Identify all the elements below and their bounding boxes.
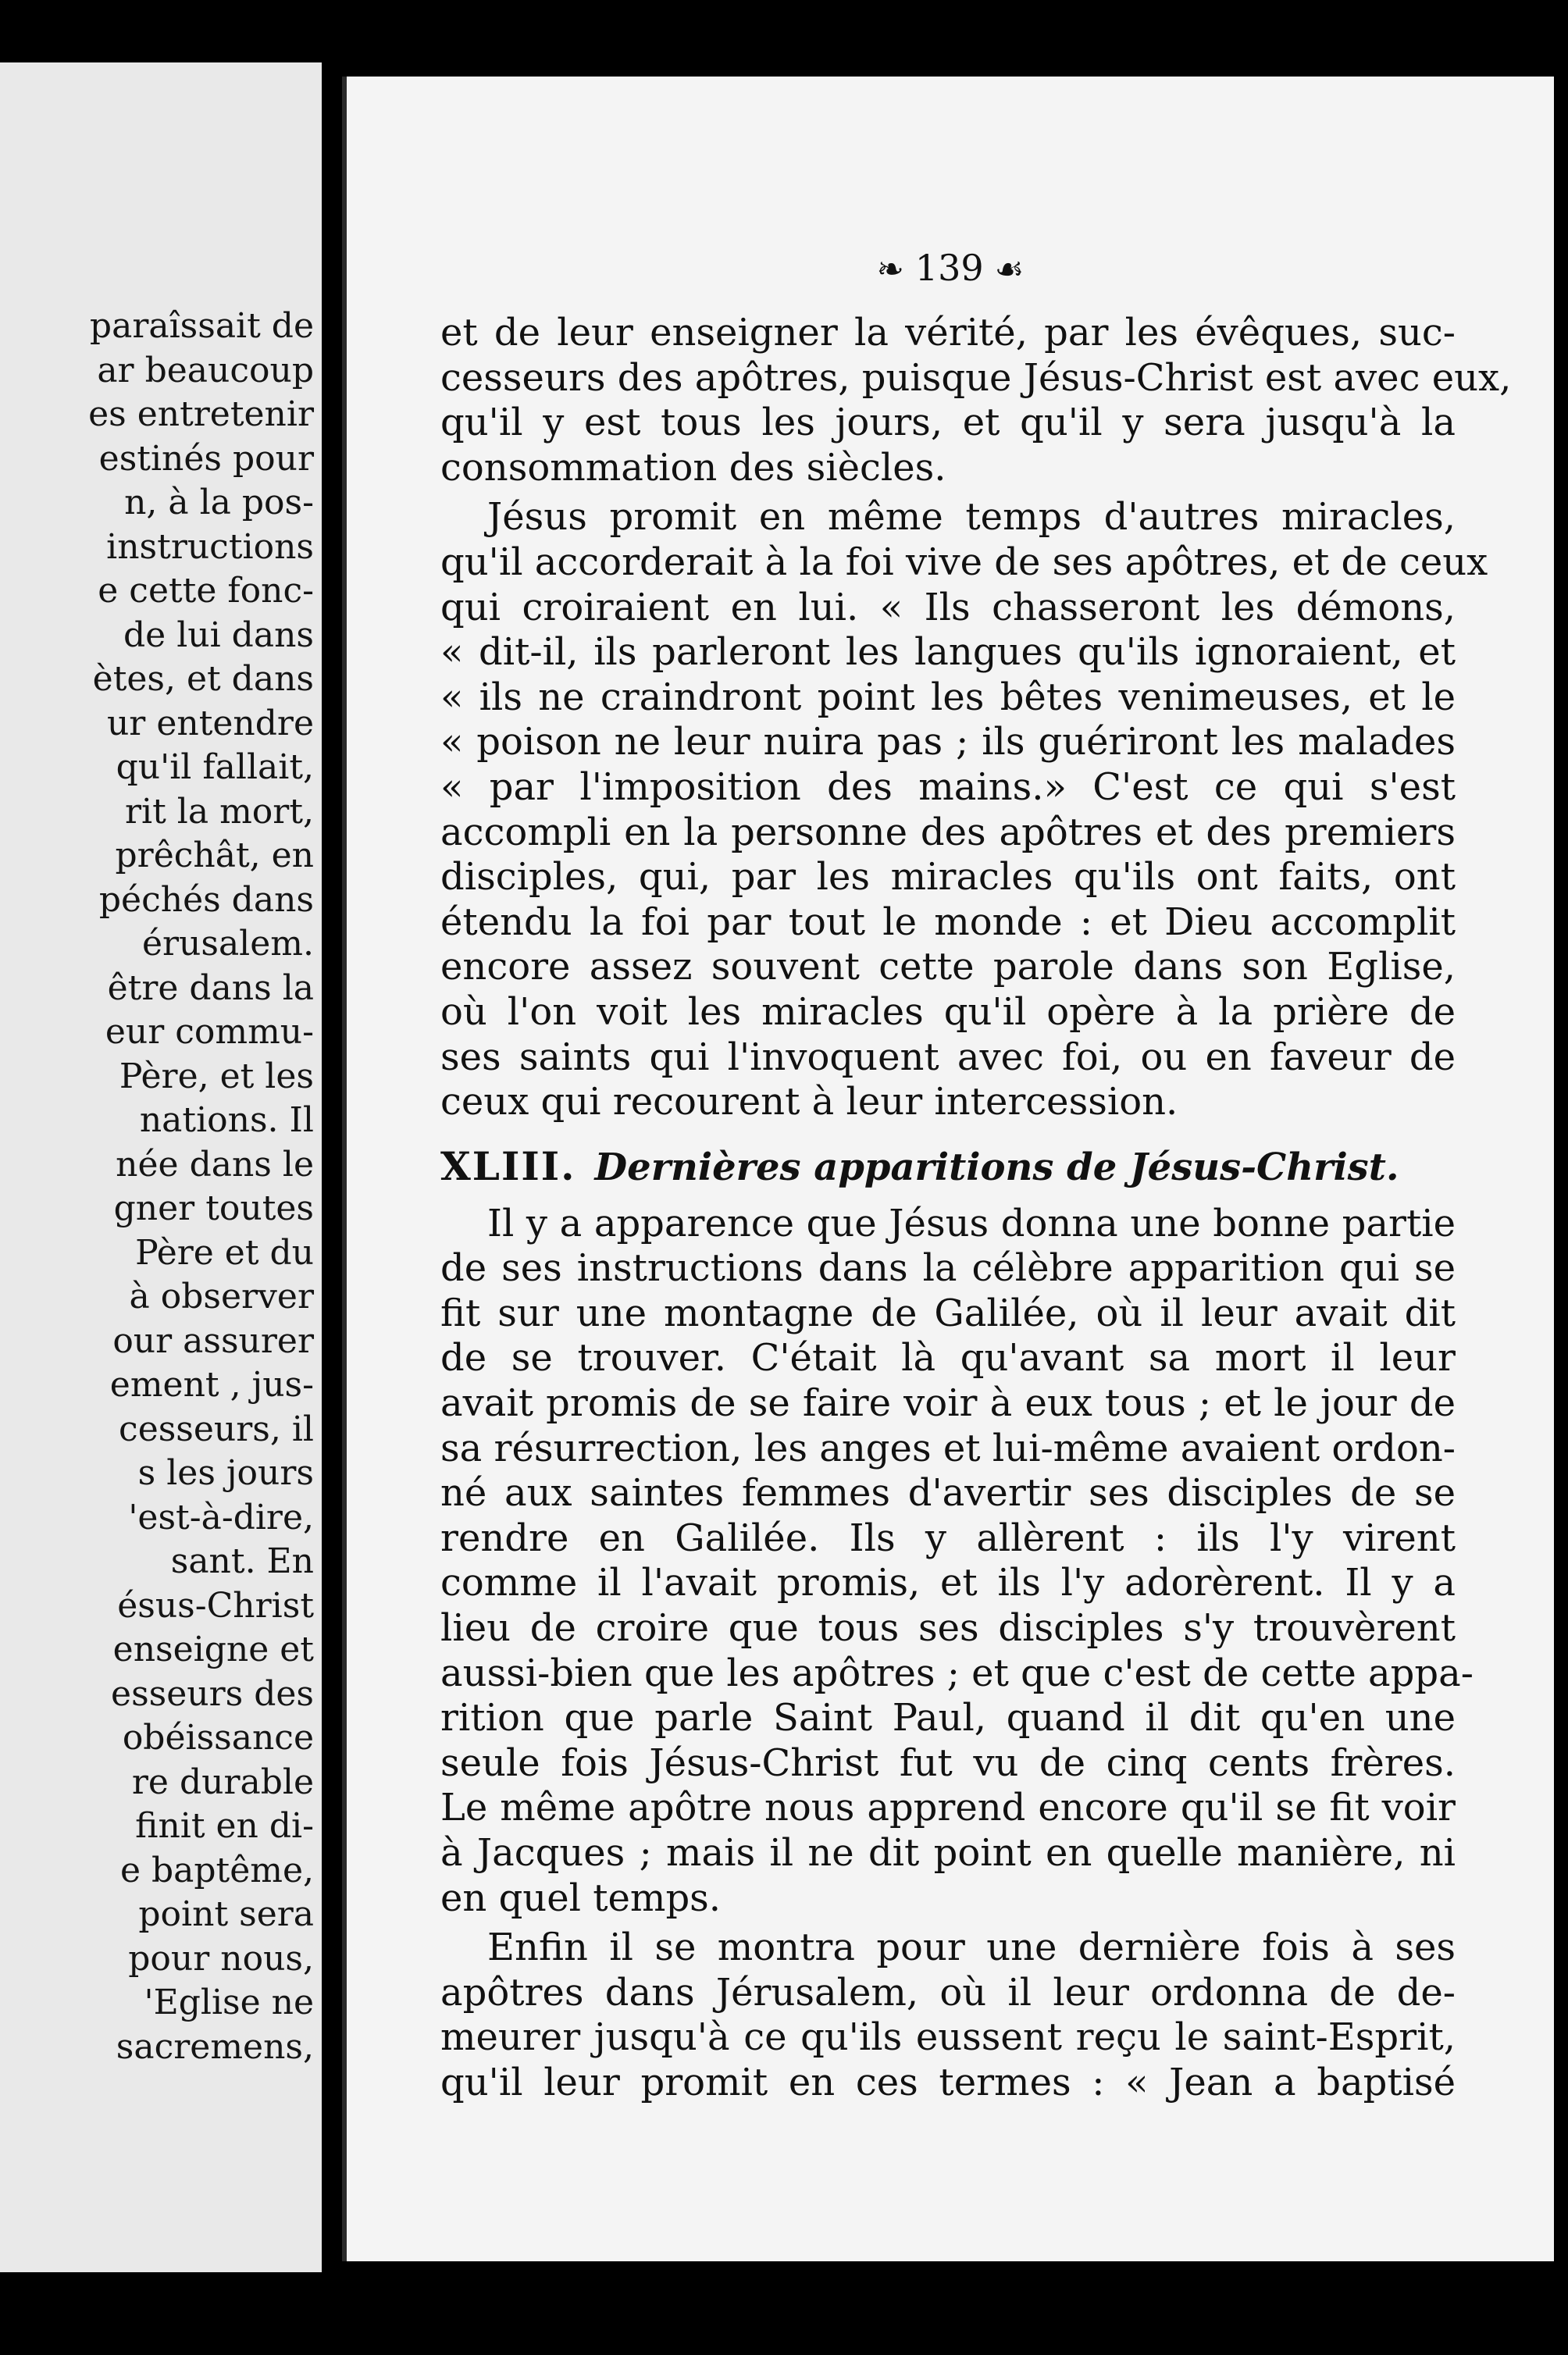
ornament-left-icon: ❧ bbox=[876, 250, 904, 288]
left-page-line: à observer bbox=[129, 1277, 314, 1316]
left-page-line: érusalem. bbox=[141, 924, 314, 964]
left-page-line: ur entendre bbox=[106, 703, 314, 743]
text-line: qui croiraient en lui. « Ils chasseront les démons, bbox=[440, 585, 1456, 629]
book-gutter bbox=[322, 0, 340, 2355]
text-line: qu'il accorderait à la foi vive de ses apôtres, et de ceux bbox=[440, 540, 1488, 584]
paragraph-1 bbox=[440, 311, 1512, 490]
left-page-line: Père, et les bbox=[119, 1056, 314, 1096]
left-page-line: estinés pour bbox=[98, 438, 314, 479]
left-page-line: ar beaucoup bbox=[97, 350, 314, 390]
text-line: « poison ne leur nuira pas ; ils guériront les malades bbox=[440, 720, 1456, 764]
left-page-line: ement , jus- bbox=[109, 1365, 314, 1405]
main-text bbox=[440, 311, 1512, 2106]
left-page-line: obéissance bbox=[122, 1718, 314, 1758]
text-line: rition que parle Saint Paul, quand il dit qu'en une bbox=[440, 1696, 1456, 1740]
ornament-right-icon: ☙ bbox=[994, 250, 1025, 288]
left-page-line: n, à la pos- bbox=[124, 483, 314, 522]
left-page-line: instructions bbox=[106, 526, 314, 567]
section-title: Dernières apparitions de Jésus-Christ. bbox=[594, 1145, 1399, 1189]
left-page-line: es entretenir bbox=[88, 394, 314, 434]
left-page-line: enseigne et bbox=[112, 1630, 314, 1669]
left-page-line: e cette fonc- bbox=[98, 571, 314, 611]
text-line: Jésus promit en même temps d'autres miracles, bbox=[487, 495, 1456, 540]
left-page-line: eur commu- bbox=[105, 1012, 314, 1052]
left-page-line: e baptême, bbox=[119, 1850, 314, 1890]
left-page-line: re durable bbox=[131, 1762, 314, 1802]
left-page-line: 'est-à-dire, bbox=[128, 1497, 314, 1537]
running-head bbox=[347, 247, 1554, 289]
left-page bbox=[0, 62, 322, 2272]
text-line: en quel temps. bbox=[440, 1876, 722, 1920]
right-page bbox=[342, 77, 1554, 2261]
left-page-line: nations. Il bbox=[139, 1100, 314, 1140]
left-page-line: née dans le bbox=[116, 1144, 314, 1185]
left-page-line: 'Eglise ne bbox=[144, 1983, 314, 2022]
text-line: ceux qui recourent à leur intercession. bbox=[440, 1080, 1178, 1124]
left-page-line: paraîssait de bbox=[89, 306, 314, 346]
left-page-line: ésus-Christ bbox=[117, 1585, 314, 1626]
left-page-line: péchés dans bbox=[98, 879, 314, 920]
text-line: ses saints qui l'invoquent avec foi, ou en faveur de bbox=[440, 1035, 1456, 1079]
paragraph-3 bbox=[440, 1201, 1474, 1922]
text-line: où l'on voit les miracles qu'il opère à la prière de bbox=[440, 989, 1456, 1034]
text-line: et de leur enseigner la vérité, par les évêques, suc- bbox=[440, 311, 1456, 354]
text-line: fit sur une montagne de Galilée, où il leur avait dit bbox=[440, 1291, 1456, 1335]
left-page-line: ètes, et dans bbox=[92, 659, 314, 699]
left-page-text bbox=[88, 305, 314, 2069]
text-line: sa résurrection, les anges et lui-même avaient ordon- bbox=[440, 1426, 1456, 1470]
text-line: cesseurs des apôtres, puisque Jésus-Christ est avec eux, bbox=[440, 355, 1512, 400]
text-line: encore assez souvent cette parole dans son Eglise, bbox=[440, 945, 1456, 989]
text-line: meurer jusqu'à ce qu'ils eussent reçu le saint-Esprit, bbox=[440, 2015, 1456, 2060]
left-page-line: de lui dans bbox=[123, 615, 314, 655]
text-line: disciples, qui, par les miracles qu'ils ont faits, ont bbox=[440, 855, 1456, 900]
text-line: qu'il leur promit en ces termes : « Jean a baptisé bbox=[440, 2060, 1456, 2104]
text-line: aussi-bien que les apôtres ; et que c'est de cette appa- bbox=[440, 1651, 1474, 1695]
section-number: XLIII. bbox=[440, 1142, 576, 1189]
left-page-line: pour nous, bbox=[128, 1938, 314, 1979]
text-line: à Jacques ; mais il ne dit point en quelle manière, ni bbox=[440, 1831, 1456, 1875]
left-page-line: point sera bbox=[138, 1894, 314, 1934]
left-page-line: être dans la bbox=[107, 967, 314, 1008]
text-line: seule fois Jésus-Christ fut vu de cinq cents frères. bbox=[440, 1740, 1456, 1785]
text-line: étendu la foi par tout le monde : et Dieu accomplit bbox=[440, 900, 1456, 944]
text-line: lieu de croire que tous ses disciples s'y trouvèrent bbox=[440, 1606, 1456, 1651]
left-page-line: qu'il fallait, bbox=[116, 747, 314, 787]
text-line: comme il l'avait promis, et ils l'y adorèrent. Il y a bbox=[440, 1561, 1456, 1605]
text-line: qu'il y est tous les jours, et qu'il y sera jusqu'à la bbox=[440, 401, 1456, 445]
text-line: « par l'imposition des mains.» C'est ce qui s'est bbox=[440, 764, 1456, 809]
text-line: « dit-il, ils parleront les langues qu'ils ignoraient, et bbox=[440, 630, 1456, 675]
text-line: Enfin il se montra pour une dernière fois à ses bbox=[487, 1926, 1456, 1970]
section-heading bbox=[440, 1142, 1456, 1191]
text-line: Il y a apparence que Jésus donna une bonne partie bbox=[487, 1201, 1456, 1245]
left-page-line: sant. En bbox=[170, 1541, 314, 1581]
text-line: de se trouver. C'était là qu'avant sa mort il leur bbox=[440, 1336, 1456, 1381]
text-line: né aux saintes femmes d'avertir ses disciples de se bbox=[440, 1471, 1456, 1516]
left-page-line: s les jours bbox=[137, 1453, 314, 1493]
text-line: Le même apôtre nous apprend encore qu'il se fit voir bbox=[440, 1786, 1456, 1830]
text-line: avait promis de se faire voir à eux tous ; et le jour de bbox=[440, 1381, 1456, 1426]
left-page-line: gner toutes bbox=[113, 1188, 314, 1228]
left-page-line: sacremens, bbox=[116, 2026, 314, 2067]
left-page-line: esseurs des bbox=[111, 1673, 314, 1714]
left-page-line: prêchât, en bbox=[115, 835, 314, 875]
page-number: 139 bbox=[914, 247, 984, 289]
left-page-line: Père et du bbox=[135, 1232, 314, 1273]
left-page-line: our assurer bbox=[112, 1320, 314, 1361]
text-line: rendre en Galilée. Ils y allèrent : ils l'y virent bbox=[440, 1516, 1456, 1560]
paragraph-2 bbox=[440, 495, 1488, 1124]
left-page-line: cesseurs, il bbox=[119, 1409, 314, 1449]
left-page-line: rit la mort, bbox=[125, 791, 314, 832]
text-line: accompli en la personne des apôtres et des premiers bbox=[440, 810, 1456, 854]
paragraph-4 bbox=[440, 1926, 1456, 2105]
text-line: apôtres dans Jérusalem, où il leur ordonna de de- bbox=[440, 1970, 1456, 2015]
text-line: « ils ne craindront point les bêtes venimeuses, et le bbox=[440, 675, 1456, 719]
text-line: consommation des siècles. bbox=[440, 445, 946, 490]
text-line: de ses instructions dans la célèbre apparition qui se bbox=[440, 1246, 1456, 1291]
left-page-line: finit en di- bbox=[135, 1806, 314, 1846]
